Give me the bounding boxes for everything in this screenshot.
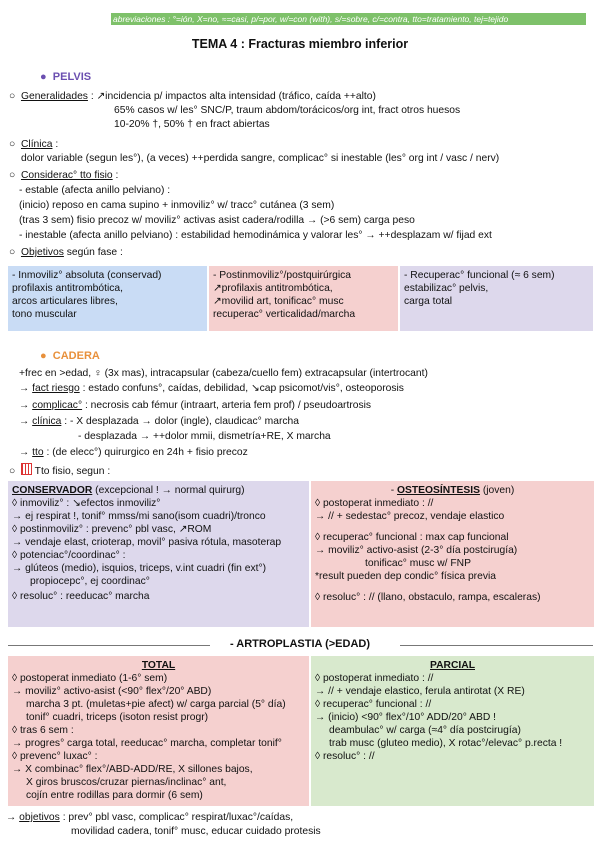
consid-line3: (tras 3 sem) fisio precoz w/ moviliz° activas asist cadera/rodilla → (>6 sem) carga peso <box>19 215 415 226</box>
tto-row: → tto : (de elecc°) quirurgico en 24h + fisio precoz <box>19 447 248 458</box>
tto-label: tto <box>32 447 44 458</box>
total-line: cojín entre rodillas para dormir (6 sem) <box>26 790 203 801</box>
complicaciones-row: → complicac° : necrosis cab fémur (intraart, arteria fem prof) / pseudoartrosis <box>19 400 372 411</box>
parcial-line: → // + vendaje elastico, ferula antirotat (X RE) <box>315 686 525 697</box>
clinica-text: dolor variable (segun les°), (a veces) ++perdida sangre, complicac° si inestable (les° org int / vasc / nerv) <box>21 153 500 164</box>
circle-bullet-icon: ○ <box>9 139 16 150</box>
cadera-heading <box>40 350 100 363</box>
total-line: tonif° cuadri, triceps (isoton resist progr) <box>26 712 209 723</box>
generalidades-row <box>9 90 376 103</box>
phase-box-postinmovilizacion <box>209 266 398 331</box>
osteosintesis-line: tonificac° musc w/ FNP <box>365 558 471 569</box>
total-line: → moviliz° activo-asist (<90° flex°/20° ABD) <box>12 686 212 697</box>
generalidades-text: : ↗incidencia p/ impactos alta intensidad (tráfico, caída ++alto) <box>90 91 376 102</box>
phase-box-inmovilizacion <box>8 266 207 331</box>
osteosintesis-line: ◊ resoluc° : // (llano, obstaculo, rampa, escaleras) <box>315 592 541 603</box>
circle-bullet-icon: ○ <box>9 466 16 477</box>
conservador-line: → ej respirat !, tonif° mmss/mi sano(isom cuadri)/tronco <box>12 511 266 522</box>
circle-bullet-icon: ○ <box>9 247 16 258</box>
objetivos-artro-label: objetivos <box>19 812 60 823</box>
page-title: TEMA 4 : Fracturas miembro inferior <box>191 37 409 51</box>
conservador-box <box>8 481 309 627</box>
phase-line: - Inmoviliz° absoluta (conservad) <box>12 270 162 281</box>
total-line: ◊ tras 6 sem : <box>12 725 74 736</box>
fact-riesgo-label: fact riesgo <box>32 383 80 394</box>
complicaciones-text: : necrosis cab fémur (intraart, arteria fem prof) / pseudoartrosis <box>84 400 372 411</box>
phase-line: recuperac° verticalidad/marcha <box>213 309 356 320</box>
phase-line: profilaxis antitrombótica, <box>12 283 124 294</box>
generalidades-line3: 10-20% †, 50% † en fract abiertas <box>114 119 270 130</box>
phase-box-recuperacion <box>400 266 593 331</box>
osteosintesis-subtitle: (joven) <box>482 485 515 496</box>
conservador-title: CONSERVADOR <box>12 485 93 496</box>
osteosintesis-header: - OSTEOSÍNTESIS (joven) <box>390 485 515 496</box>
total-line: ◊ postoperat inmediato (1-6° sem) <box>12 673 168 684</box>
total-line: → progres° carga total, reeducac° marcha, completar tonif° <box>12 738 282 749</box>
consid-line2: (inicio) reposo en cama supino + inmoviliz° w/ tracc° cutánea (3 sem) <box>19 200 335 211</box>
tto-text: : (de elecc°) quirurgico en 24h + fisio precoz <box>46 447 248 458</box>
conservador-line: → vendaje elast, crioterap, movil° pasiva rótula, masoterap <box>12 537 282 548</box>
fact-riesgo-row: → fact riesgo : estado confuns°, caídas, debilidad, ↘cap psicomot/vis°, osteoporosis <box>19 383 404 394</box>
osteosintesis-box <box>311 481 594 627</box>
total-title: TOTAL <box>141 660 176 671</box>
clinica-row: ○ Clínica : <box>9 139 59 150</box>
consid-line1: - estable (afecta anillo pelviano) : <box>19 185 171 196</box>
phase-line: ↗movilid art, tonificac° musc <box>213 296 344 307</box>
objetivos-row <box>9 246 123 259</box>
phase-line: estabilizac° pelvis, <box>404 283 489 294</box>
parcial-line: ◊ resoluc° : // <box>315 751 375 762</box>
cadera-heading-text: CADERA <box>52 350 100 362</box>
osteosintesis-line: ◊ recuperac° funcional : max cap funcional <box>315 532 509 543</box>
parcial-line: deambulac° w/ carga (≈4° día postcirugía) <box>329 725 521 736</box>
cadera-line1: +frec en >edad, ♀ (3x mas), intracapsular (cabeza/cuello fem) extracapsular (intertrocant) <box>19 368 428 379</box>
clinica-cadera-line2: - desplazada → ++dolor mmii, dismetría+RE, X marcha <box>78 431 331 442</box>
total-box <box>8 656 309 806</box>
parcial-line: trab musc (gluteo medio), X rotac°/elevac° p.recta ! <box>329 738 563 749</box>
total-line: X giros bruscos/cruzar piernas/inclinac° ant, <box>26 777 227 788</box>
conservador-line: ◊ resoluc° : reeducac° marcha <box>12 591 150 602</box>
total-line: → X combinac° flex°/ABD-ADD/RE, X sillones bajos, <box>12 764 253 775</box>
parcial-line: ◊ recuperac° funcional : // <box>315 699 432 710</box>
conservador-line: ◊ postinmoviliz° : prevenc° pbl vasc, ↗ROM <box>12 524 212 535</box>
circle-bullet-icon: ○ <box>9 91 16 102</box>
bullet-icon: ● <box>40 350 47 362</box>
abbreviations-banner: abreviaciones : °=ión, X=no, ≈=casi, p/=por, w/=con (with), s/=sobre, c/=contra, tto=tratamiento, tej=tejido <box>111 13 586 25</box>
phase-line: arcos articulares libres, <box>12 296 118 307</box>
parcial-box <box>311 656 594 806</box>
phase-line: - Recuperac° funcional (≈ 6 sem) <box>404 270 555 281</box>
generalidades-label: Generalidades <box>20 91 88 102</box>
fact-riesgo-text: : estado confuns°, caídas, debilidad, ↘cap psicomot/vis°, osteoporosis <box>82 383 404 394</box>
objetivos-artro-line2: movilidad cadera, tonif° musc, educar cuidado protesis <box>71 826 321 837</box>
conservador-subtitle: (excepcional ! → normal quirurg) <box>95 485 245 496</box>
clinica-cadera-text: : - X desplazada → dolor (ingle), claudicac° marcha <box>64 416 299 427</box>
conservador-header <box>12 484 305 497</box>
osteosintesis-line: *result pueden dep condic° física previa <box>315 571 496 582</box>
consideraciones-label: Considerac° tto fisio <box>20 170 113 181</box>
osteosintesis-title: OSTEOSÍNTESIS <box>396 485 480 496</box>
consideraciones-row: ○ Considerac° tto fisio : <box>9 170 119 181</box>
phase-line: ↗profilaxis antitrombótica, <box>213 283 333 294</box>
conservador-line: ◊ inmoviliz° : ↘efectos inmoviliz° <box>12 498 161 509</box>
grid-icon <box>21 463 32 475</box>
circle-bullet-icon: ○ <box>9 170 16 181</box>
phase-line: tono muscular <box>12 309 77 320</box>
generalidades-line2: 65% casos w/ les° SNC/P, traum abdom/torácicos/org int, fract otros huesos <box>114 105 461 116</box>
conservador-line: ◊ potenciac°/coordinac° : <box>12 550 126 561</box>
artroplastia-title: - ARTROPLASTIA (>EDAD) <box>229 638 371 650</box>
bullet-icon: ● <box>40 71 47 83</box>
osteosintesis-line: → // + sedestac° precoz, vendaje elastico <box>315 511 505 522</box>
pelvis-heading <box>40 71 91 84</box>
pelvis-heading-text: PELVIS <box>52 71 92 83</box>
objetivos-label: Objetivos <box>20 247 64 258</box>
tto-fisio-row <box>9 463 110 478</box>
tto-fisio-text: Tto fisio, segun : <box>34 466 111 477</box>
clinica-label: Clínica <box>20 139 53 150</box>
parcial-line: → (inicio) <90° flex°/10° ADD/20° ABD ! <box>315 712 497 723</box>
consid-line4: - inestable (afecta anillo pelviano) : estabilidad hemodinámica y valorar les° → ++desplazam w/ fijad ext <box>19 230 492 241</box>
objetivos-text: según fase : <box>66 247 123 258</box>
osteosintesis-line: ◊ postoperat inmediato : // <box>315 498 434 509</box>
clinica-cadera-label: clínica <box>32 416 62 427</box>
conservador-line: propiocepc°, ej coordinac° <box>30 576 150 587</box>
clinica-cadera-row: → clínica : - X desplazada → dolor (ingle), claudicac° marcha <box>19 416 299 427</box>
conservador-line: → glúteos (medio), isquios, triceps, v.int cuadri (fin ext°) <box>12 563 267 574</box>
total-line: ◊ prevenc° luxac° : <box>12 751 98 762</box>
phase-line: carga total <box>404 296 453 307</box>
osteosintesis-line: → moviliz° activo-asist (2-3° día postcirugía) <box>315 545 518 556</box>
total-line: marcha 3 pt. (muletas+pie afect) w/ carga parcial (5° día) <box>26 699 286 710</box>
complicaciones-label: complicac° <box>32 400 83 411</box>
objetivos-artro-text: : prev° pbl vasc, complicac° respirat/luxac°/caídas, <box>62 812 294 823</box>
parcial-title: PARCIAL <box>430 660 475 671</box>
objetivos-artro-row: → objetivos : prev° pbl vasc, complicac° respirat/luxac°/caídas, <box>6 812 294 823</box>
phase-line: - Postinmoviliz°/postquirúrgica <box>213 270 352 281</box>
parcial-line: ◊ postoperat inmediato : // <box>315 673 434 684</box>
